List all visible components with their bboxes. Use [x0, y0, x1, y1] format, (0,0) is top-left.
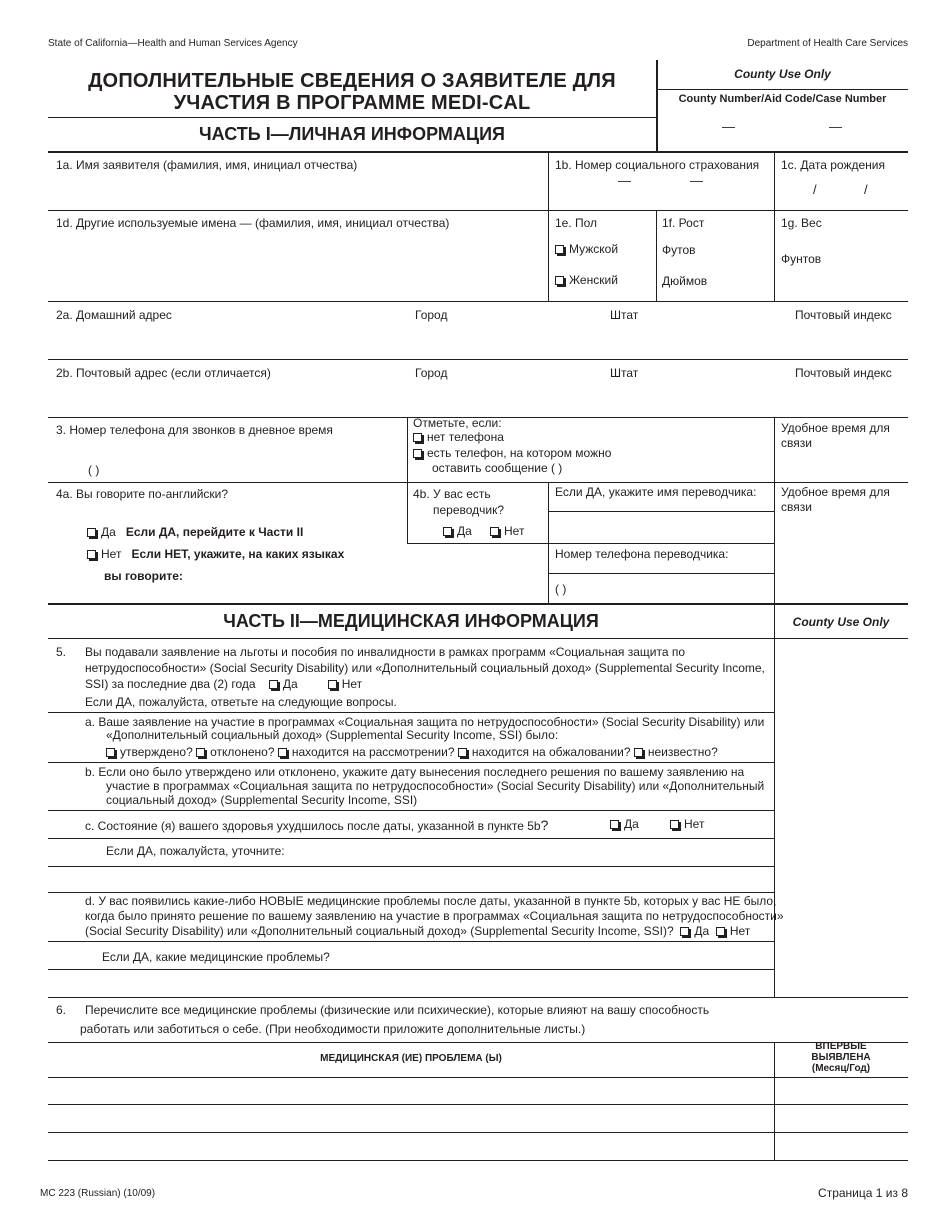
height-feet-label: Футов: [662, 243, 696, 257]
interpreter-no-checkbox[interactable]: [490, 527, 499, 536]
weight-pounds-label: Фунтов: [781, 252, 822, 266]
denied-checkbox[interactable]: [196, 748, 205, 757]
home-state-label: Штат: [610, 308, 639, 322]
check-if-label: Отметьте, если:: [413, 416, 502, 430]
q5-number: 5.: [56, 645, 67, 659]
form-title-line1: ДОПОЛНИТЕЛЬНЫЕ СВЕДЕНИЯ О ЗАЯВИТЕЛЕ ДЛЯ: [88, 70, 616, 92]
english-yes-option[interactable]: [87, 525, 303, 540]
dob-slash-1: /: [813, 182, 817, 197]
english-no-checkbox[interactable]: [87, 550, 96, 559]
part2-title: ЧАСТЬ II—МЕДИЦИНСКАЯ ИНФОРМАЦИЯ: [223, 611, 599, 631]
sex-female-option[interactable]: [555, 273, 618, 288]
interpreter-yes-checkbox[interactable]: [443, 527, 452, 536]
q5b-line3: социальный доход» (Supplemental Security Income, SSI): [106, 793, 418, 807]
q5a-line2: «Дополнительный социальный доход» (Supplemental Security Income, SSI) было:: [106, 728, 559, 742]
field-4a-label: 4a. Вы говорите по-английски?: [56, 487, 229, 501]
field-1f-label: 1f. Рост: [662, 216, 705, 230]
field-1e-label: 1e. Пол: [555, 216, 598, 230]
q5c-yes-checkbox[interactable]: [610, 820, 619, 829]
home-city-label: Город: [415, 308, 448, 322]
county-use-only-label: County Use Only: [734, 67, 831, 81]
interpreter-no-option[interactable]: [490, 524, 524, 539]
q5-line2: нетрудоспособности» (Social Security Disability) или «Дополнительный социальный доход» (Supplemental Security Income,: [85, 661, 765, 675]
interpreter-yes-label: Да: [457, 524, 472, 538]
denied-option[interactable]: [196, 745, 274, 759]
q5b-line2: участие в программах «Социальная защита по нетрудоспособности» (Social Security Disability) или «Дополнительный: [106, 779, 765, 793]
unknown-option[interactable]: [634, 745, 718, 759]
message-phone-label-2: оставить сообщение ( ): [432, 461, 563, 475]
q5a-line1: a. Ваше заявление на участие в программах «Социальная защита по нетрудоспособности» (Social Security Disability) или: [85, 715, 765, 729]
q5d-yes-checkbox[interactable]: [680, 927, 689, 936]
pending-checkbox[interactable]: [278, 748, 287, 757]
q5d-no-option[interactable]: [716, 924, 750, 938]
part1-title: ЧАСТЬ I—ЛИЧНАЯ ИНФОРМАЦИЯ: [199, 124, 505, 144]
field-2a-label: 2a. Домашний адрес: [56, 308, 172, 322]
form-title-line2: УЧАСТИЯ В ПРОГРАММЕ MEDI-CAL: [173, 92, 531, 114]
col-first-line1: ВПЕРВЫЕ: [815, 1041, 867, 1052]
q5-yes-option[interactable]: [269, 677, 298, 691]
county-number-dash-2: —: [829, 119, 842, 134]
field-4b-label-1: 4b. У вас есть: [413, 487, 491, 501]
appeal-label: находится на обжаловании?: [471, 745, 631, 759]
female-label: Женский: [569, 273, 618, 287]
q5-line3: [85, 677, 362, 692]
field-4b-label-2: переводчик?: [433, 503, 505, 517]
male-checkbox[interactable]: [555, 245, 564, 254]
interpreter-phone-paren: ( ): [555, 582, 567, 596]
field-1g-label: 1g. Вес: [781, 216, 822, 230]
interpreter-name-label: Если ДА, укажите имя переводчика:: [555, 485, 757, 499]
department-name: Department of Health Care Services: [747, 38, 908, 49]
appeal-option[interactable]: [458, 745, 631, 759]
message-phone-option[interactable]: [413, 446, 611, 461]
approved-option[interactable]: [106, 745, 193, 759]
q5c-yes-option[interactable]: [610, 817, 639, 832]
english-no-instruction-2: вы говорите:: [104, 569, 183, 583]
form-title: [48, 70, 656, 114]
male-label: Мужской: [569, 242, 619, 256]
q5c-text: [85, 818, 548, 834]
q5c-no-option[interactable]: [670, 817, 704, 832]
q5d-no-checkbox[interactable]: [716, 927, 725, 936]
page-number: Страница 1 из 8: [818, 1186, 908, 1200]
female-checkbox[interactable]: [555, 276, 564, 285]
no-phone-checkbox[interactable]: [413, 433, 422, 442]
home-zip-label: Почтовый индекс: [795, 308, 892, 322]
col-first-line3: (Месяц/Год): [811, 1063, 871, 1074]
denied-label: отклонено?: [210, 745, 275, 759]
q5-no-label: Нет: [341, 677, 363, 691]
q5-no-option[interactable]: [328, 677, 362, 691]
q5c-yes-label: Да: [624, 817, 639, 831]
q5c-followup: Если ДА, пожалуйста, уточните:: [106, 844, 285, 858]
q5-followup: Если ДА, пожалуйста, ответьте на следующие вопросы.: [85, 695, 397, 709]
no-phone-label: нет телефона: [427, 430, 504, 444]
q5c-no-label: Нет: [684, 817, 705, 831]
best-time-label-2: Удобное время для связи: [781, 485, 890, 514]
form-id: MC 223 (Russian) (10/09): [40, 1188, 156, 1199]
english-yes-checkbox[interactable]: [87, 528, 96, 537]
q5d-yes-option[interactable]: [680, 924, 709, 938]
field-1d-label: 1d. Другие используемые имена — (фамилия, имя, инициал отчества): [56, 216, 450, 230]
field-1c-label: 1c. Дата рождения: [781, 158, 885, 172]
mail-city-label: Город: [415, 366, 448, 380]
ssn-dash-1: —: [618, 173, 631, 188]
q5-no-checkbox[interactable]: [328, 680, 337, 689]
unknown-label: неизвестно?: [647, 745, 718, 759]
q5d-line3: [85, 924, 750, 939]
mail-zip-label: Почтовый индекс: [795, 366, 892, 380]
height-inches-label: Дюймов: [662, 274, 708, 288]
q5-line3-text: SSI) за последние два (2) года: [85, 677, 256, 691]
q5c-no-checkbox[interactable]: [670, 820, 679, 829]
no-phone-option[interactable]: [413, 430, 504, 445]
q6-line1: Перечислите все медицинские проблемы (физические или психические), которые влияют на вашу способность: [85, 1003, 710, 1017]
q5-yes-label: Да: [282, 677, 298, 691]
field-1b-label: 1b. Номер социального страхования: [555, 158, 760, 172]
col-header-first-identified: [774, 1041, 908, 1074]
field-3-label: 3. Номер телефона для звонков в дневное время: [56, 423, 333, 437]
q5d-yes-label: Да: [694, 924, 710, 938]
dob-slash-2: /: [864, 182, 868, 197]
q5d-no-label: Нет: [729, 924, 751, 938]
approved-checkbox[interactable]: [106, 748, 115, 757]
q5d-followup: Если ДА, какие медицинские проблемы?: [102, 950, 330, 964]
pending-option[interactable]: [278, 745, 455, 759]
english-no-instruction: Если НЕТ, укажите, на каких языках: [131, 547, 345, 561]
q5d-line2: когда было принято решение по вашему заявлению на участие в программах «Социальная защита по нетрудоспособности»: [85, 909, 784, 923]
english-yes-instruction: Если ДА, перейдите к Части II: [125, 525, 304, 539]
q5c-qmark: ?: [540, 817, 549, 833]
part2-county-use-only: County Use Only: [792, 615, 890, 629]
col-header-problem: МЕДИЦИНСКАЯ (ИЕ) ПРОБЛЕМА (Ы): [320, 1053, 502, 1064]
message-phone-label: есть телефон, на котором можно: [427, 446, 612, 460]
county-number-label: County Number/Aid Code/Case Number: [678, 93, 887, 105]
sex-male-option[interactable]: [555, 242, 618, 257]
interpreter-no-label: Нет: [504, 524, 525, 538]
q5a-options: [106, 745, 718, 760]
q5c-text-main: c. Состояние (я) вашего здоровья ухудшилось после даты, указанной в пункте 5b: [85, 819, 541, 833]
q6-number: 6.: [56, 1003, 67, 1017]
field-2b-label: 2b. Почтовый адрес (если отличается): [56, 366, 271, 380]
col-first-line2: ВЫЯВЛЕНА: [811, 1052, 871, 1063]
q5b-line1: b. Если оно было утверждено или отклонено, укажите дату вынесения последнего решения по вашему заявлению на: [85, 765, 745, 779]
day-phone-paren: ( ): [88, 463, 100, 477]
q6-line2: работать или заботиться о себе. (При необходимости приложите дополнительные листы.): [80, 1022, 586, 1036]
field-1a-label: 1a. Имя заявителя (фамилия, имя, инициал отчества): [56, 158, 358, 172]
unknown-checkbox[interactable]: [634, 748, 643, 757]
q5d-line1: d. У вас появились какие-либо НОВЫЕ медицинские проблемы после даты, указанной в пункте 5b, которых у вас НЕ было,: [85, 894, 777, 908]
q5-yes-checkbox[interactable]: [269, 680, 278, 689]
mail-state-label: Штат: [610, 366, 639, 380]
message-phone-checkbox[interactable]: [413, 449, 422, 458]
english-yes-label: Да: [101, 525, 116, 539]
agency-name: State of California—Health and Human Services Agency: [48, 38, 298, 49]
county-number-dash-1: —: [722, 119, 735, 134]
best-time-label-1: Удобное время для связи: [781, 421, 890, 450]
q5-line1: Вы подавали заявление на льготы и пособия по инвалидности в рамках программ «Социальная защита по: [85, 645, 686, 659]
interpreter-yes-option[interactable]: [443, 524, 472, 539]
pending-label: находится на рассмотрении?: [291, 745, 455, 759]
q5d-line3-text: (Social Security Disability) или «Дополнительный социальный доход» (Supplemental Security Income, SSI)?: [85, 924, 674, 938]
english-no-label: Нет: [101, 547, 122, 561]
ssn-dash-2: —: [690, 173, 703, 188]
english-no-option[interactable]: [87, 547, 344, 562]
appeal-checkbox[interactable]: [458, 748, 467, 757]
interpreter-phone-label: Номер телефона переводчика:: [555, 547, 729, 561]
approved-label: утверждено?: [120, 745, 193, 759]
